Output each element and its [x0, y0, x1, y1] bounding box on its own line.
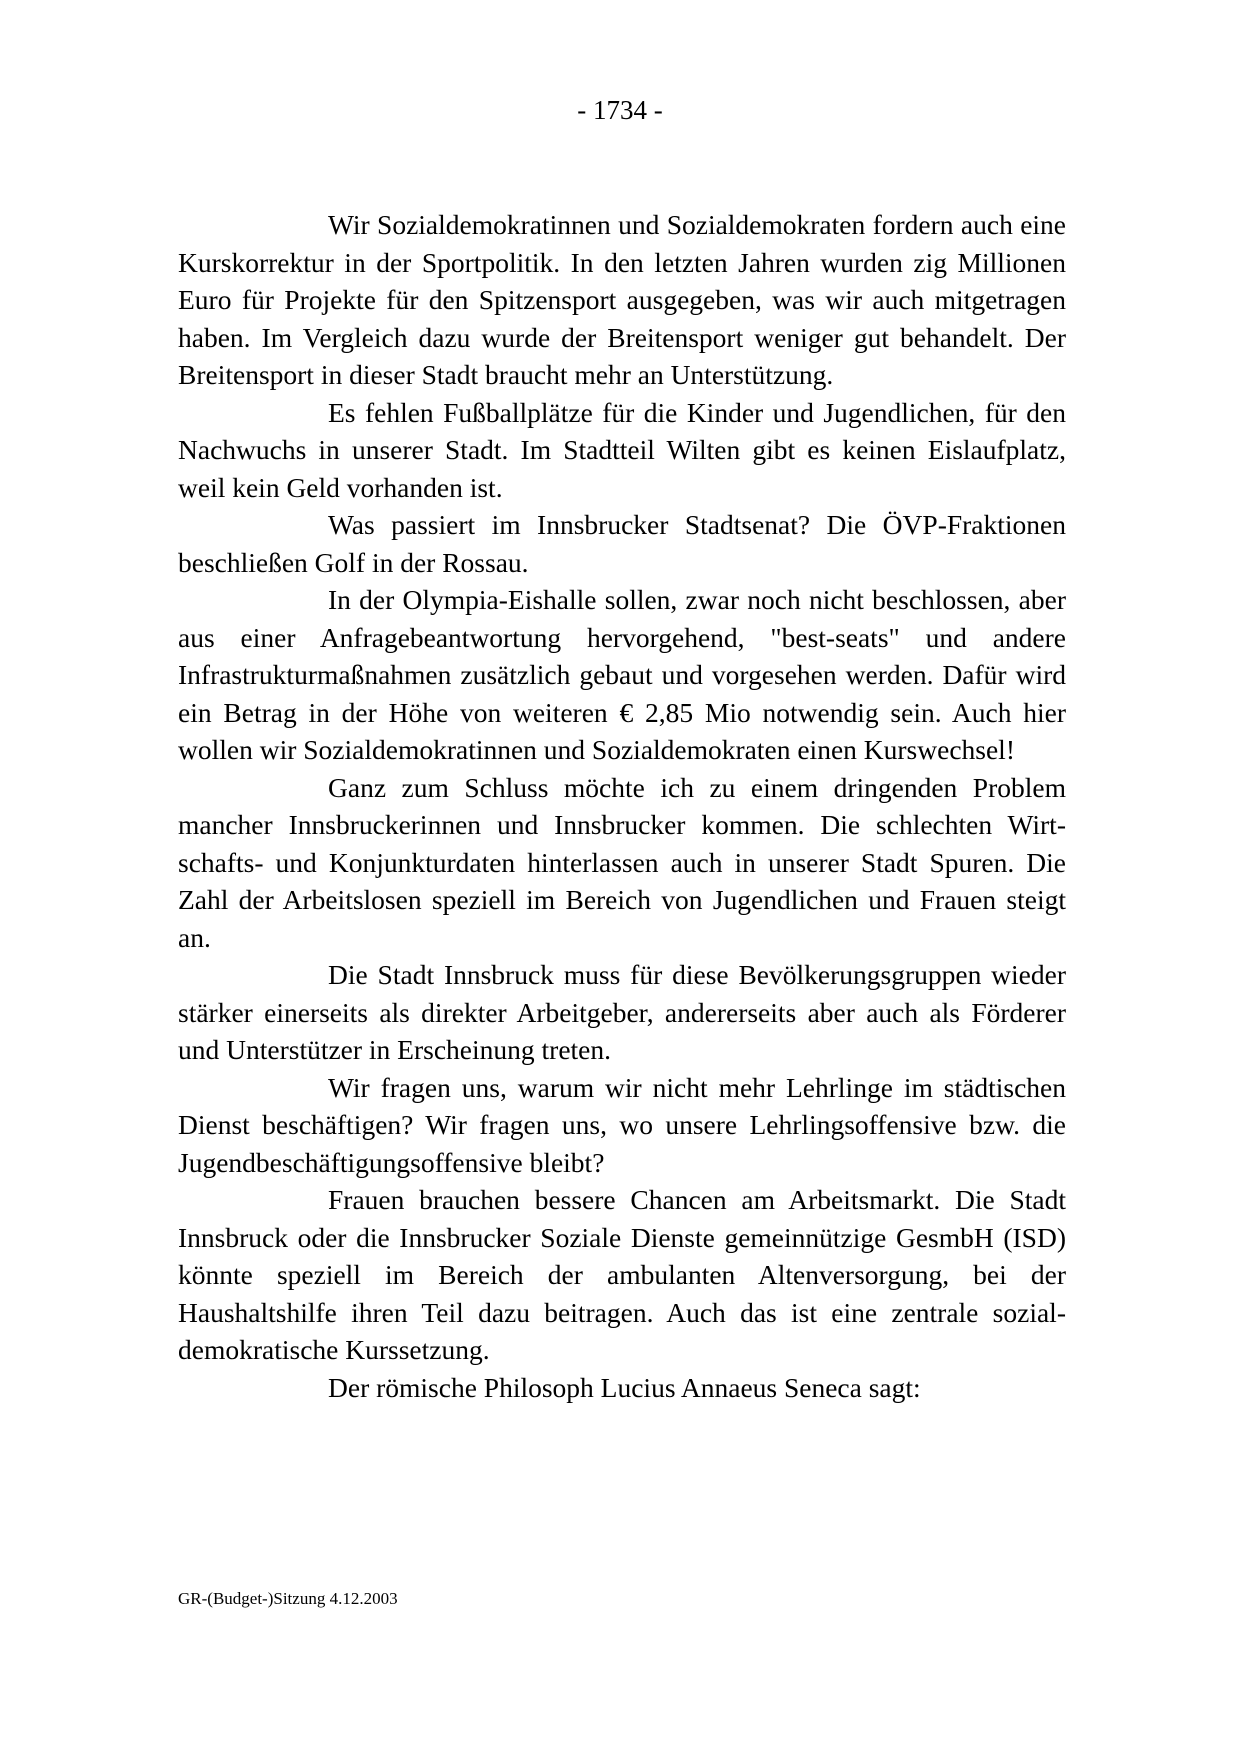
paragraph-seneca: Der römische Philosoph Lucius Annaeus Seneca sagt:	[328, 1371, 921, 1403]
paragraph-city-employer: Die Stadt Innsbruck muss für diese Bevölkerungsgruppen wieder stärker einerseits als direkter Arbeitgeber, andererseits aber auch als Förderer und Unterstützer in Erscheinung treten.	[178, 959, 1066, 1065]
footer-session: GR-(Budget-)Sitzung 4.12.2003	[178, 1589, 398, 1608]
page-number: - 1734 -	[577, 95, 663, 125]
body-text	[178, 206, 1066, 1406]
paragraph-women-chances: Frauen brauchen bessere Chancen am Arbeitsmarkt. Die Stadt Innsbruck oder die Innsbrucker Soziale Dienste gemeinnützige GesmbH (ISD) könnte speziell im Bereich der ambulanten Altenversorgung, bei der Haushaltshilfe ihren Teil dazu beitragen. Auch das ist eine zentrale sozialdemokratische Kurssetzung.	[178, 1184, 1066, 1365]
paragraph-city-senate: Was passiert im Innsbrucker Stadtsenat? Die ÖVP-Fraktionen beschließen Golf in der Rossau.	[178, 509, 1066, 578]
paragraph-apprentices: Wir fragen uns, warum wir nicht mehr Lehrlinge im städtischen Dienst beschäftigen? Wir fragen uns, wo unsere Lehrlingsoffensive bzw. die Jugendbeschäftigungsoffensive bleibt?	[178, 1071, 1066, 1178]
paragraph-sport-policy: Wir Sozialdemokratinnen und Sozialdemokraten fordern auch eine Kurskorrektur in der Sportpolitik. In den letzten Jahren wurden zig Millionen Euro für Projekte für den Spitzensport ausgegeben, was wir auch mitgetragen haben. Im Vergleich dazu wurde der Breitensport weniger gut behandelt. Der Breitensport in dieser Stadt braucht mehr an Unterstützung.	[178, 209, 1066, 390]
paragraph-olympia-hall: In der Olympia-Eishalle sollen, zwar noch nicht beschlossen, aber aus einer Anfragebeantwortung hervorgehend, "best-seats" und andere Infrastrukturmaßnahmen zusätzlich gebaut und vorgesehen werden. Dafür wird ein Betrag in der Höhe von weiteren € 2,85 Mio notwendig sein. Auch hier wollen wir Sozialdemokratinnen und Sozialdemokraten einen Kurswechsel!	[178, 584, 1066, 765]
paragraph-football-fields: Es fehlen Fußballplätze für die Kinder und Jugendlichen, für den Nachwuchs in unserer Stadt. Im Stadtteil Wilten gibt es keinen Eislaufplatz, weil kein Geld vorhanden ist.	[178, 396, 1066, 503]
paragraph-unemployment: Ganz zum Schluss möchte ich zu einem dringenden Problem mancher Innsbruckerinnen und Innsbrucker kommen. Die schlechten Wirtschafts- und Konjunkturdaten hinterlassen auch in unserer Stadt Spuren. Die Zahl der Arbeitslosen speziell im Bereich von Jugendlichen und Frauen steigt an.	[178, 771, 1066, 953]
